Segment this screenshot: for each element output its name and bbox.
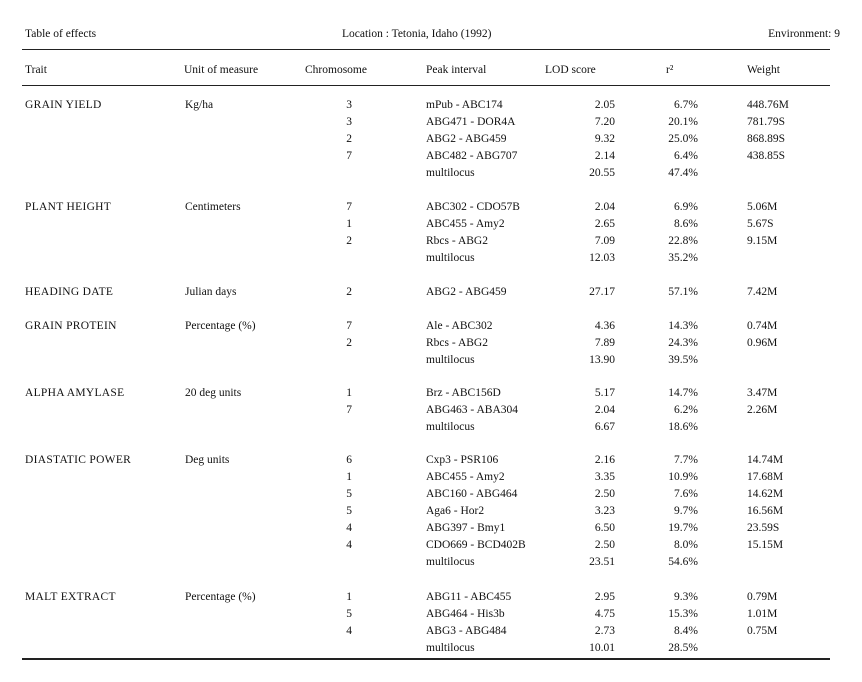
weight-cell: 448.76M xyxy=(747,99,789,111)
peak-interval-cell: ABG464 - His3b xyxy=(426,608,505,620)
chromosome-cell: 6 xyxy=(346,454,352,466)
r-squared-cell: 8.6% xyxy=(674,218,698,230)
r-squared-cell: 19.7% xyxy=(668,522,698,534)
unit-of-measure: 20 deg units xyxy=(185,387,242,399)
chromosome-cell: 5 xyxy=(346,505,352,517)
peak-interval-cell: mPub - ABC174 xyxy=(426,99,503,111)
peak-interval-cell: ABG463 - ABA304 xyxy=(426,404,519,416)
lod-score-cell: 27.17 xyxy=(589,286,615,298)
lod-score-cell: 9.32 xyxy=(594,133,615,145)
lod-score-cell: 12.03 xyxy=(589,252,615,264)
peak-interval-cell: Aga6 - Hor2 xyxy=(426,505,485,517)
peak-interval-cell: multilocus xyxy=(426,642,475,654)
r-squared-cell: 6.7% xyxy=(674,99,698,111)
header-title: Table of effects xyxy=(25,28,97,40)
trait-name: PLANT HEIGHT xyxy=(25,201,112,213)
r-squared-cell: 15.3% xyxy=(668,608,698,620)
column-header-r-squared: r² xyxy=(666,64,674,76)
lod-score-cell: 4.36 xyxy=(594,320,615,332)
trait-name: MALT EXTRACT xyxy=(25,591,116,603)
peak-interval-cell: ABC455 - Amy2 xyxy=(426,218,505,230)
chromosome-cell: 4 xyxy=(346,522,352,534)
peak-interval-cell: ABG2 - ABG459 xyxy=(426,286,507,298)
header-rule xyxy=(22,49,830,50)
chromosome-cell: 5 xyxy=(346,488,352,500)
trait-name: GRAIN PROTEIN xyxy=(25,320,117,332)
r-squared-cell: 22.8% xyxy=(668,235,698,247)
lod-score-cell: 20.55 xyxy=(589,167,615,179)
peak-interval-cell: Brz - ABC156D xyxy=(426,387,501,399)
weight-cell: 781.79S xyxy=(747,116,786,128)
peak-interval-cell: ABC302 - CDO57B xyxy=(426,201,520,213)
column-header-unit: Unit of measure xyxy=(184,64,259,76)
lod-score-cell: 2.50 xyxy=(594,539,615,551)
weight-cell: 0.79M xyxy=(747,591,778,603)
unit-of-measure: Percentage (%) xyxy=(185,320,256,332)
weight-cell: 1.01M xyxy=(747,608,778,620)
chromosome-cell: 1 xyxy=(346,591,352,603)
peak-interval-cell: ABG3 - ABG484 xyxy=(426,625,507,637)
r-squared-cell: 8.0% xyxy=(674,539,698,551)
trait-name: DIASTATIC POWER xyxy=(25,454,132,466)
header-location: Location : Tetonia, Idaho (1992) xyxy=(342,28,492,40)
unit-of-measure: Centimeters xyxy=(185,201,241,213)
peak-interval-cell: ABG397 - Bmy1 xyxy=(426,522,506,534)
chromosome-cell: 1 xyxy=(346,218,352,230)
trait-name: ALPHA AMYLASE xyxy=(25,387,125,399)
peak-interval-cell: ABG471 - DOR4A xyxy=(426,116,516,128)
chromosome-cell: 2 xyxy=(346,337,352,349)
lod-score-cell: 2.04 xyxy=(594,201,615,213)
lod-score-cell: 6.67 xyxy=(594,421,615,433)
unit-of-measure: Kg/ha xyxy=(185,99,214,111)
lod-score-cell: 13.90 xyxy=(589,354,615,366)
lod-score-cell: 2.95 xyxy=(594,591,615,603)
lod-score-cell: 2.73 xyxy=(594,625,615,637)
unit-of-measure: Deg units xyxy=(185,454,230,466)
chromosome-cell: 2 xyxy=(346,133,352,145)
unit-of-measure: Julian days xyxy=(185,286,237,298)
r-squared-cell: 7.7% xyxy=(674,454,698,466)
lod-score-cell: 5.17 xyxy=(594,387,615,399)
lod-score-cell: 3.23 xyxy=(594,505,615,517)
weight-cell: 5.06M xyxy=(747,201,778,213)
r-squared-cell: 47.4% xyxy=(668,167,698,179)
column-header-peak-interval: Peak interval xyxy=(426,64,487,76)
r-squared-cell: 24.3% xyxy=(668,337,698,349)
column-header-trait: Trait xyxy=(25,64,47,76)
r-squared-cell: 57.1% xyxy=(668,286,698,298)
chromosome-cell: 7 xyxy=(346,150,352,162)
peak-interval-cell: ABC482 - ABG707 xyxy=(426,150,518,162)
peak-interval-cell: Rbcs - ABG2 xyxy=(426,235,488,247)
trait-name: HEADING DATE xyxy=(25,286,114,298)
r-squared-cell: 39.5% xyxy=(668,354,698,366)
r-squared-cell: 18.6% xyxy=(668,421,698,433)
peak-interval-cell: multilocus xyxy=(426,354,475,366)
r-squared-cell: 6.2% xyxy=(674,404,698,416)
r-squared-cell: 20.1% xyxy=(668,116,698,128)
table-bottom-rule xyxy=(22,658,830,660)
chromosome-cell: 2 xyxy=(346,286,352,298)
weight-cell: 0.74M xyxy=(747,320,778,332)
weight-cell: 15.15M xyxy=(747,539,784,551)
chromosome-cell: 1 xyxy=(346,387,352,399)
chromosome-cell: 7 xyxy=(346,404,352,416)
header-environment: Environment: 9 xyxy=(768,28,840,40)
peak-interval-cell: ABC160 - ABG464 xyxy=(426,488,518,500)
weight-cell: 3.47M xyxy=(747,387,778,399)
weight-cell: 17.68M xyxy=(747,471,784,483)
lod-score-cell: 4.75 xyxy=(594,608,615,620)
unit-of-measure: Percentage (%) xyxy=(185,591,256,603)
r-squared-cell: 9.7% xyxy=(674,505,698,517)
lod-score-cell: 2.14 xyxy=(594,150,615,162)
peak-interval-cell: multilocus xyxy=(426,421,475,433)
weight-cell: 7.42M xyxy=(747,286,778,298)
peak-interval-cell: ABC455 - Amy2 xyxy=(426,471,505,483)
lod-score-cell: 6.50 xyxy=(594,522,615,534)
lod-score-cell: 7.09 xyxy=(594,235,615,247)
peak-interval-cell: Cxp3 - PSR106 xyxy=(426,454,499,466)
r-squared-cell: 9.3% xyxy=(674,591,698,603)
chromosome-cell: 7 xyxy=(346,201,352,213)
r-squared-cell: 8.4% xyxy=(674,625,698,637)
chromosome-cell: 3 xyxy=(346,99,352,111)
lod-score-cell: 3.35 xyxy=(594,471,615,483)
weight-cell: 2.26M xyxy=(747,404,778,416)
weight-cell: 0.75M xyxy=(747,625,778,637)
r-squared-cell: 54.6% xyxy=(668,556,698,568)
trait-name: GRAIN YIELD xyxy=(25,99,102,111)
r-squared-cell: 14.7% xyxy=(668,387,698,399)
r-squared-cell: 35.2% xyxy=(668,252,698,264)
lod-score-cell: 23.51 xyxy=(589,556,615,568)
chromosome-cell: 4 xyxy=(346,539,352,551)
peak-interval-cell: multilocus xyxy=(426,556,475,568)
r-squared-cell: 14.3% xyxy=(668,320,698,332)
weight-cell: 438.85S xyxy=(747,150,786,162)
weight-cell: 16.56M xyxy=(747,505,784,517)
page-header xyxy=(0,28,862,44)
lod-score-cell: 2.16 xyxy=(594,454,615,466)
weight-cell: 14.62M xyxy=(747,488,784,500)
column-header-lod-score: LOD score xyxy=(545,64,596,76)
weight-cell: 0.96M xyxy=(747,337,778,349)
peak-interval-cell: ABG11 - ABC455 xyxy=(426,591,512,603)
peak-interval-cell: ABG2 - ABG459 xyxy=(426,133,507,145)
weight-cell: 868.89S xyxy=(747,133,786,145)
peak-interval-cell: Ale - ABC302 xyxy=(426,320,493,332)
weight-cell: 14.74M xyxy=(747,454,784,466)
chromosome-cell: 2 xyxy=(346,235,352,247)
weight-cell: 9.15M xyxy=(747,235,778,247)
weight-cell: 23.59S xyxy=(747,522,780,534)
column-header-weight: Weight xyxy=(747,64,780,76)
peak-interval-cell: CDO669 - BCD402B xyxy=(426,539,526,551)
lod-score-cell: 2.65 xyxy=(594,218,615,230)
chromosome-cell: 5 xyxy=(346,608,352,620)
lod-score-cell: 7.89 xyxy=(594,337,615,349)
r-squared-cell: 10.9% xyxy=(668,471,698,483)
chromosome-cell: 1 xyxy=(346,471,352,483)
column-header-chromosome: Chromosome xyxy=(305,64,367,76)
column-header-rule xyxy=(22,85,830,86)
lod-score-cell: 10.01 xyxy=(589,642,615,654)
chromosome-cell: 7 xyxy=(346,320,352,332)
peak-interval-cell: multilocus xyxy=(426,252,475,264)
lod-score-cell: 2.05 xyxy=(594,99,615,111)
lod-score-cell: 2.50 xyxy=(594,488,615,500)
r-squared-cell: 25.0% xyxy=(668,133,698,145)
lod-score-cell: 2.04 xyxy=(594,404,615,416)
lod-score-cell: 7.20 xyxy=(594,116,615,128)
peak-interval-cell: Rbcs - ABG2 xyxy=(426,337,488,349)
r-squared-cell: 6.4% xyxy=(674,150,698,162)
weight-cell: 5.67S xyxy=(747,218,774,230)
chromosome-cell: 3 xyxy=(346,116,352,128)
r-squared-cell: 28.5% xyxy=(668,642,698,654)
r-squared-cell: 7.6% xyxy=(674,488,698,500)
peak-interval-cell: multilocus xyxy=(426,167,475,179)
r-squared-cell: 6.9% xyxy=(674,201,698,213)
chromosome-cell: 4 xyxy=(346,625,352,637)
